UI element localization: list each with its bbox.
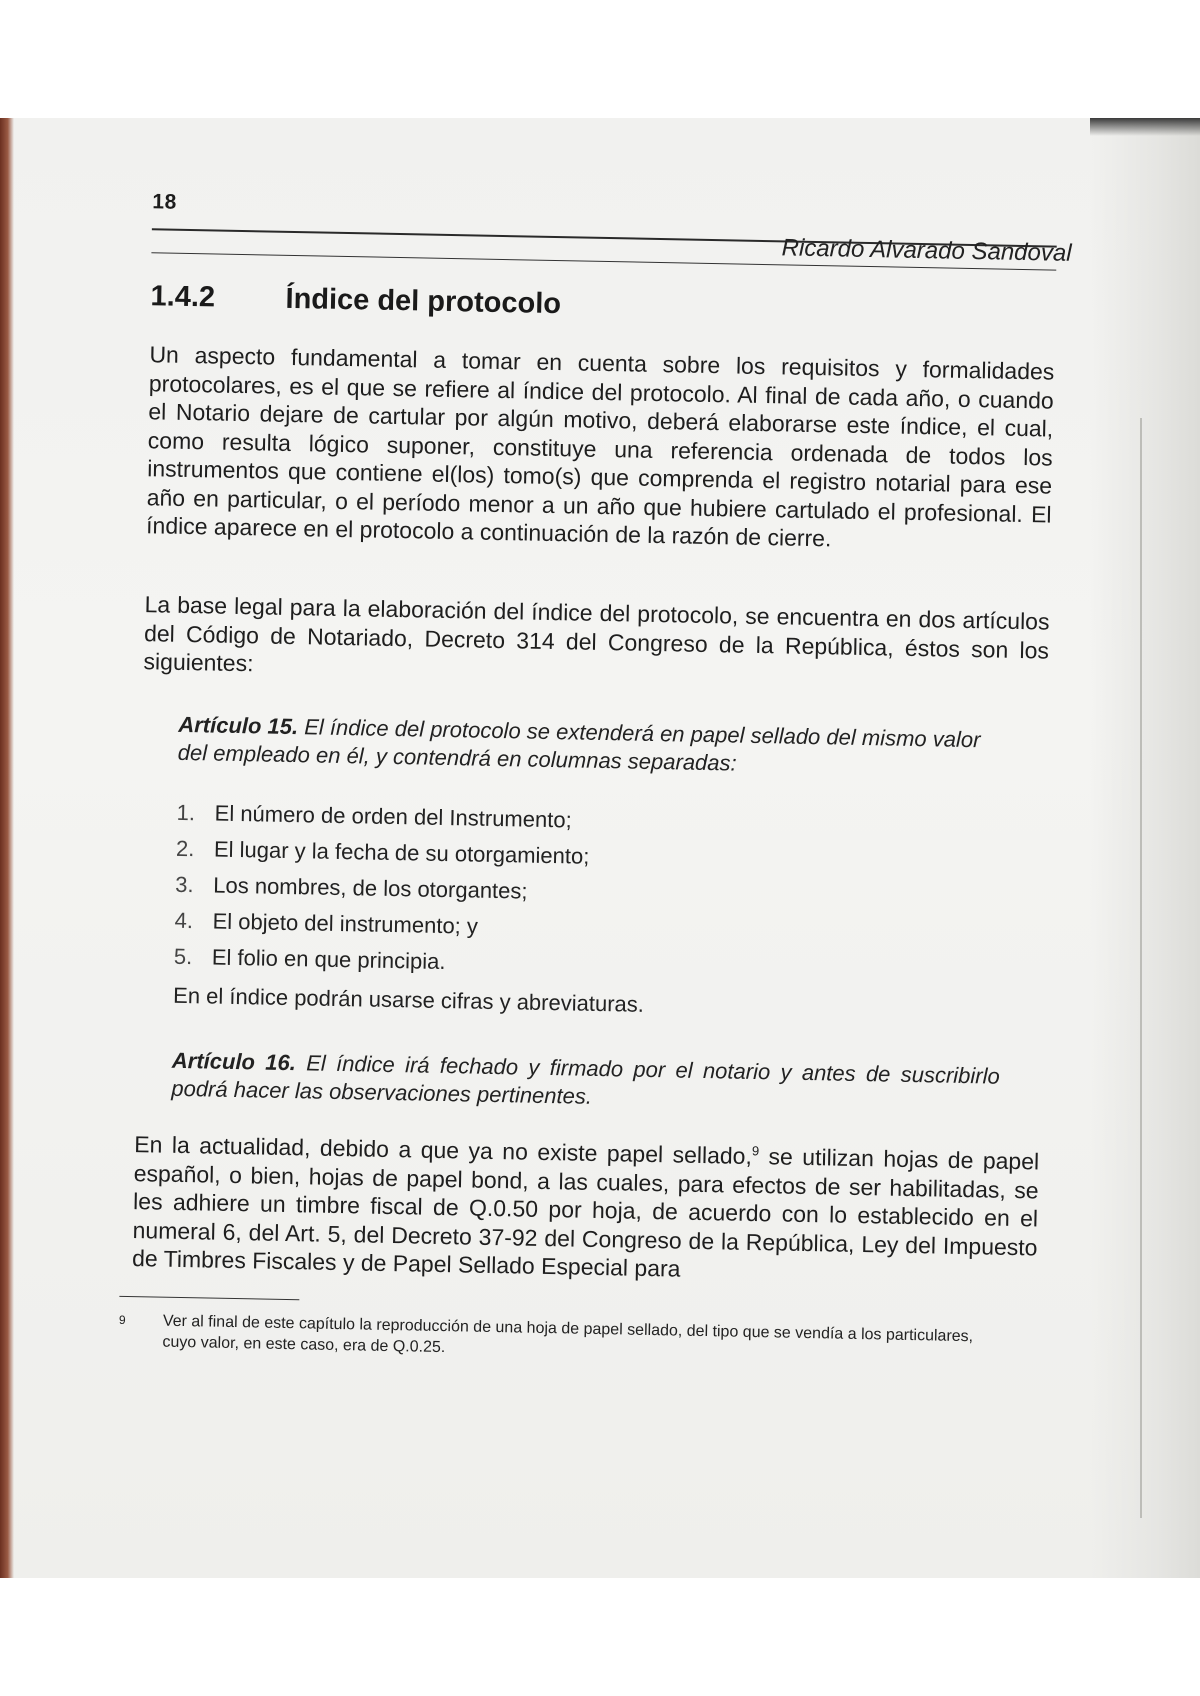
article-15: [178, 711, 1007, 783]
list-item-number: 1.: [176, 799, 196, 826]
paragraph-current-practice: [132, 1130, 1040, 1290]
article-16-text: El índice irá fechado y firmado por el notario y antes de suscribirlo podrá hacer las observaciones pertinentes.: [171, 1050, 1001, 1109]
list-item-number: 3.: [175, 871, 194, 898]
page-content: [118, 118, 1080, 1357]
article-15-text: El índice del protocolo se extenderá en papel sellado del mismo valor del empleado en él, y contendrá en columnas separadas:: [177, 714, 981, 776]
article-16: [171, 1047, 1000, 1119]
footnote-text: Ver al final de este capítulo la reproducción de una hoja de papel sellado, del tipo que se vendía a los particulares, cuyo valor, en este caso, era de Q.0.25.: [162, 1312, 974, 1357]
article-15-list: [174, 795, 977, 990]
article-16-label: Artículo 16.: [171, 1047, 297, 1076]
running-head-author: Ricardo Alvarado Sandoval: [781, 234, 1072, 267]
list-item-text: El folio en que principia.: [211, 944, 446, 975]
footnote-mark: 9: [118, 1312, 126, 1327]
footnote-rule: [119, 1296, 299, 1300]
list-item-text: El lugar y la fecha de su otorgamiento;: [213, 836, 590, 869]
article-15-label: Artículo 15.: [178, 711, 299, 740]
paragraph-intro: Un aspecto fundamental a tomar en cuenta sobre los requisitos y formalidades protocolares, es el que se refiere al índice del protocolo. Al final de cada año, o cuando el Notario dejare de cartular por algún motivo, deberá elaborarse este índice, el cual, como resulta lógico suponer, constituye una referencia ordenada de todos los instrumentos que contiene el(los) tomo(s) que comprenda el registro notarial para ese año en particular, o el período menor a un año que hubiere cartulado el profesional. El índice aparece en el protocolo a continuación de la razón de cierre.: [145, 341, 1055, 552]
paragraph-text-end: se utilizan hojas de papel español, o bien, hojas de papel bond, a las cuales, para efectos de ser habilitadas, se les adhiere un timbre fiscal de Q.0.50 por hoja, de acuerdo con lo establecido en el numeral 6, del Art. 5, del Decreto 37-92 del Congreso de la República, Ley del Impuesto de Timbres Fiscales y de Papel Sellado Especial para: [131, 1143, 1040, 1282]
article-15-closing: En el índice podrán usarse cifras y abreviaturas.: [172, 982, 645, 1017]
book-page: [0, 118, 1200, 1578]
list-item-text: El objeto del instrumento; y: [212, 908, 479, 939]
list-item-number: 5.: [173, 943, 193, 970]
page-spine-edge: [0, 118, 14, 1578]
corner-shadow: [1090, 118, 1200, 136]
page-outer-edge: [1090, 118, 1200, 1578]
paragraph-text-start: En la actualidad, debido a que ya no existe papel sellado,: [134, 1131, 753, 1169]
section-heading: [150, 280, 561, 321]
paragraph-legal-basis: La base legal para la elaboración del índice del protocolo, se encuentra en dos artículos del Código de Notariado, Decreto 314 del Congreso de la República, éstos son los siguientes:: [143, 591, 1050, 677]
footnote: [118, 1310, 999, 1369]
list-item-text: Los nombres, de los otorgantes;: [213, 872, 528, 904]
section-number: 1.4.2: [150, 280, 216, 314]
section-title: Índice del protocolo: [285, 282, 562, 321]
list-item-text: El número de orden del Instrumento;: [214, 800, 572, 833]
list-item-number: 2.: [175, 835, 195, 862]
page-fold-line: [1140, 418, 1142, 1518]
page-number: 18: [152, 190, 177, 214]
footnote-reference[interactable]: 9: [751, 1143, 760, 1159]
list-item-number: 4.: [174, 907, 194, 934]
